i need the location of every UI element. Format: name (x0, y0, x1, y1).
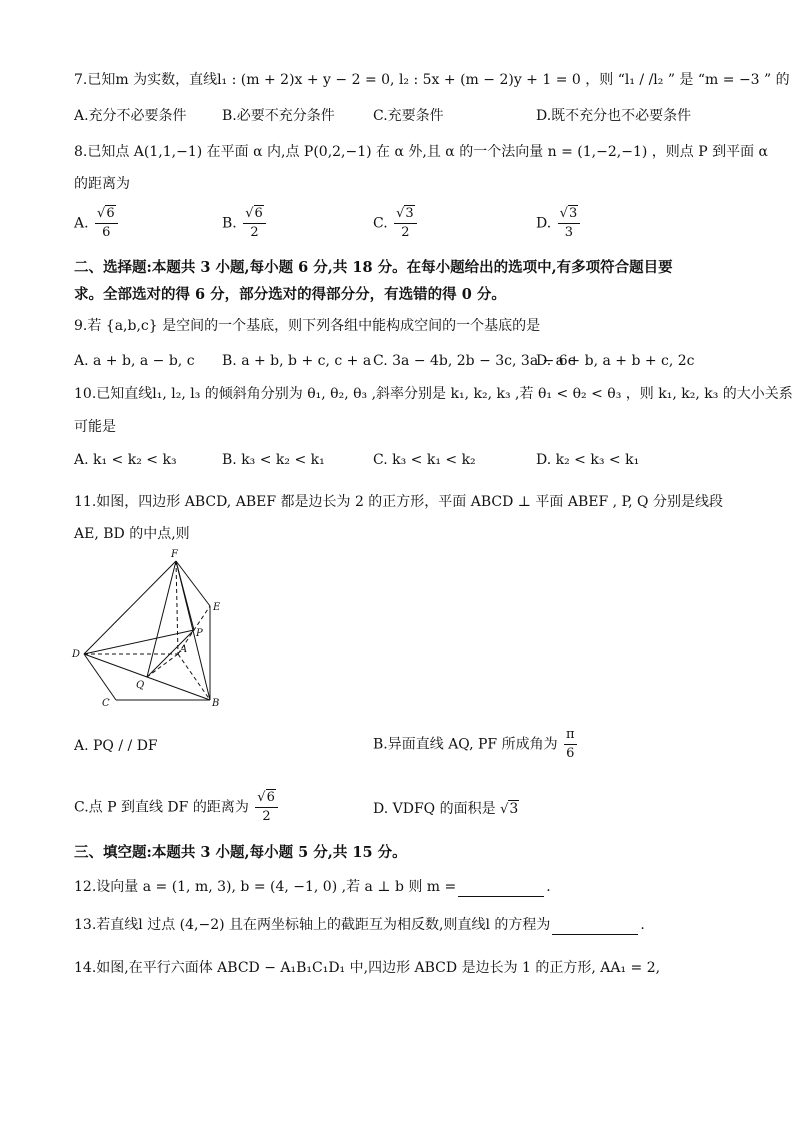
denominator: 2 (262, 809, 271, 824)
q13-text: 13.若直线l 过点 (4,−2) 且在两坐标轴上的截距互为相反数,则直线l 的方程为 (74, 917, 551, 933)
radicand: 3 (509, 801, 519, 817)
q10-option-d: D. k₂ < k₃ < k₁ (536, 452, 640, 468)
q8-stem-line2: 的距离为 (74, 176, 130, 192)
label-d: D (72, 649, 81, 660)
denominator: 6 (102, 225, 111, 240)
fraction: $\frac{√6}{6}$ (95, 205, 118, 242)
section2-heading-line2: 求。全部选对的得 6 分，部分选对的得部分分，有选错的得 0 分。 (74, 286, 506, 303)
radicand: 6 (266, 790, 275, 805)
label-b: B (212, 698, 220, 709)
q9-option-c: C. 3a − 4b, 2b − 3c, 3a − 6c (373, 353, 576, 369)
q10-option-c: C. k₃ < k₁ < k₂ (373, 452, 476, 468)
answer-blank[interactable] (458, 882, 544, 897)
q8-option-c (373, 205, 417, 242)
denominator: 6 (566, 746, 575, 761)
fraction: $\frac{√6}{2}$ (243, 205, 266, 242)
q14-stem: 14.如图,在平行六面体 ABCD − A₁B₁C₁D₁ 中,四边形 ABCD 是边长为 1 的正方形, AA₁ = 2, (74, 960, 661, 976)
label-p: P (196, 628, 203, 639)
q8-stem-line1: 8.已知点 A(1,1,−1) 在平面 α 内,点 P(0,2,−1) 在 α 外,且 α 的一个法向量 n = (1,−2,−1) ，则点 P 到平面 α (74, 144, 768, 160)
denominator: 2 (401, 225, 410, 240)
radicand: 3 (405, 206, 414, 221)
q11-option-c (74, 789, 278, 826)
radicand: 6 (106, 206, 115, 221)
label-a: A (180, 644, 188, 655)
q11-option-a: A. PQ / / DF (74, 738, 158, 754)
option-letter: B. (222, 215, 237, 232)
option-text: B.异面直线 AQ, PF 所成角为 (373, 736, 558, 753)
q12-stem (74, 877, 551, 897)
label-f: F (171, 549, 178, 560)
section2-heading-line1: 二、选择题:本题共 3 小题,每小题 6 分,共 18 分。在每小题给出的选项中,有多项符合题目要 (74, 259, 673, 276)
option-text: C.点 P 到直线 DF 的距离为 (74, 799, 249, 816)
q10-stem-line2: 可能是 (74, 419, 116, 435)
q10-option-a: A. k₁ < k₂ < k₃ (74, 452, 177, 468)
option-text: D. VDFQ 的面积是 (373, 801, 496, 817)
q12-end: . (546, 879, 551, 895)
edge-fa-hidden (176, 561, 178, 654)
fraction: $\frac{√3}{2}$ (394, 205, 417, 242)
q8-option-a (74, 205, 118, 242)
q12-text: 12.设向量 a = (1, m, 3), b = (4, −1, 0) ,若 a ⊥ b 则 m = (74, 879, 457, 895)
fraction (564, 726, 577, 763)
answer-blank[interactable] (552, 920, 638, 935)
q11-stem-line1: 11.如图，四边形 ABCD, ABEF 都是边长为 2 的正方形，平面 ABCD ⊥ 平面 ABEF , P, Q 分别是线段 (74, 494, 723, 510)
q7-option-d: D.既不充分也不必要条件 (536, 108, 692, 124)
numerator: π (564, 726, 577, 745)
q7-option-b: B.必要不充分条件 (222, 108, 335, 124)
q9-stem: 9.若 {a,b,c} 是空间的一个基底，则下列各组中能构成空间的一个基底的是 (74, 318, 541, 334)
edge-fp (176, 561, 194, 630)
q13-stem (74, 915, 645, 935)
q7-option-c: C.充要条件 (373, 108, 444, 124)
edge-fd (84, 561, 176, 654)
q7-option-a: A.充分不必要条件 (74, 108, 187, 124)
denominator: 3 (564, 225, 574, 240)
q7-stem: 7.已知m 为实数，直线l₁ : (m + 2)x + y − 2 = 0, l₂ : 5x + (m − 2)y + 1 = 0 ，则 “l₁ / /l₂ ” 是 “m = −3 ” 的 (74, 72, 790, 88)
q11-option-d: D. VDFQ 的面积是 √3 (373, 801, 519, 817)
q11-stem-line2: AE, BD 的中点,则 (74, 526, 190, 542)
label-e: E (213, 602, 221, 613)
radicand: 3 (568, 206, 578, 221)
edge-ab-hidden (178, 654, 210, 700)
geometry-figure (70, 548, 230, 710)
fraction: $\frac{√6}{2}$ (255, 789, 278, 826)
q9-option-a: A. a + b, a − b, c (74, 353, 195, 369)
q10-stem-line1: 10.已知直线l₁, l₂, l₃ 的倾斜角分别为 θ₁, θ₂, θ₃ ,斜率分别是 k₁, k₂, k₃ ,若 θ₁ < θ₂ < θ₃ ，则 k₁, k₂, k₃ 的大小关系 (74, 386, 793, 402)
fraction: $\frac{√3}{3}$ (558, 205, 581, 242)
q10-option-b: B. k₃ < k₂ < k₁ (222, 452, 325, 468)
q9-option-b: B. a + b, b + c, c + a (222, 353, 372, 369)
edge-fq (147, 561, 176, 677)
section3-heading: 三、填空题:本题共 3 小题,每小题 5 分,共 15 分。 (74, 844, 407, 861)
option-letter: C. (373, 215, 388, 232)
edge-dc (84, 654, 116, 700)
q9-option-d: D. a + b, a + b + c, 2c (536, 353, 695, 369)
radicand: 6 (254, 206, 263, 221)
option-letter: A. (74, 215, 89, 232)
q8-option-d (536, 205, 580, 242)
denominator: 2 (250, 225, 259, 240)
label-c: C (102, 698, 110, 709)
q11-option-b (373, 726, 577, 763)
q13-end: . (640, 917, 645, 933)
option-letter: D. (536, 215, 552, 232)
label-q: Q (136, 680, 145, 691)
q8-option-b (222, 205, 266, 242)
